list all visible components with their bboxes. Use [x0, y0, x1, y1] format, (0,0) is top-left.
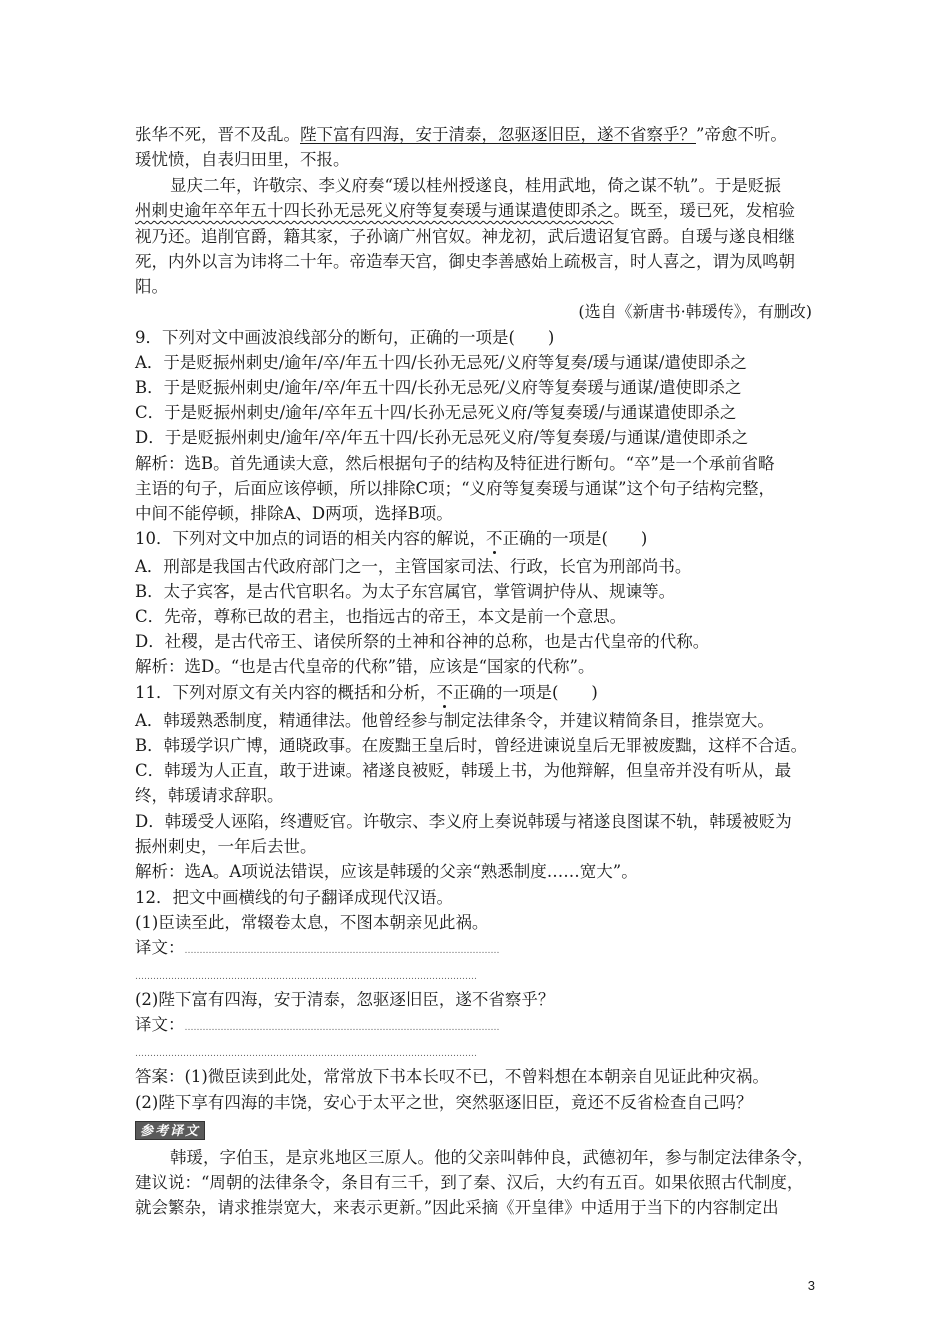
option-c-cont: 终，韩瑗请求辞职。: [135, 786, 284, 805]
option-a: A．刑部是我国古代政府部门之一，主管国家司法、行政，长官为刑部尚书。: [135, 557, 692, 576]
option-a: A．韩瑗熟悉制度，精通律法。他曾经参与制定法律条令，并建议精简条目，推崇宽大。: [135, 711, 774, 730]
emphasis-dot: 不: [486, 529, 503, 548]
explanation: 解析：选D。“也是古代皇帝的代称”错，应该是“国家的代称”。: [135, 657, 595, 676]
answer: (2)陛下享有四海的丰饶，安心于太平之世，突然驱逐旧臣，竟还不反省检查自己吗？: [135, 1093, 753, 1112]
explanation: 解析：选A。A项说法错误，应该是韩瑗的父亲“熟悉制度……宽大”。: [135, 862, 638, 881]
option-d: D．社稷，是古代帝王、诸侯所祭的土神和谷神的总称，也是古代皇帝的代称。: [135, 632, 710, 651]
option-d-cont: 振州刺史，一年后去世。: [135, 837, 317, 856]
translation-label: 译文：……………………………………………………………………………………………: [135, 938, 500, 957]
emphasis-dot: 不: [436, 683, 453, 702]
answer-blank: ……………………………………………………………………………………………………: [135, 972, 477, 982]
explanation: 主语的句子，后面应该停顿，所以排除C项；“义府等复奏瑗与通谋”这个句子结构完整，: [135, 479, 775, 498]
sentence-2: (2)陛下富有四海，安于清泰，忽驱逐旧臣，遂不省察乎？: [135, 990, 555, 1009]
page-number: 3: [807, 1278, 815, 1293]
underlined-sentence: 陛下富有四海，安于清泰，忽驱逐旧臣，遂不省察乎？: [300, 125, 696, 144]
translation-line: 就会繁杂，请求推崇宽大，来表示更新。”因此采摘《开皇律》中适用于当下的内容制定出: [135, 1198, 779, 1217]
option-b: B．太子宾客，是古代官职名。为太子东宫属官，掌管调护侍从、规谏等。: [135, 582, 676, 601]
option-c: C．先帝，尊称已故的君主，也指远古的帝王，本文是前一个意思。: [135, 607, 627, 626]
option-a: A．于是贬振州刺史/逾年/卒/年五十四/长孙无忌死/义府等复奏/瑗与通谋/遣使即杀之: [135, 353, 747, 372]
question-9: 9．下列对文中画波浪线部分的断句，正确的一项是( ): [135, 328, 555, 347]
option-d: D．于是贬振州刺史/逾年/卒/年五十四/长孙无忌死义府/等复奏瑗/与通谋/遣使即杀之: [135, 428, 749, 447]
translation-line: 韩瑗，字伯玉，是京兆地区三原人。他的父亲叫韩仲良，武德初年，参与制定法律条令，: [170, 1148, 814, 1167]
answer-blank: ……………………………………………………………………………………………………: [135, 1049, 477, 1059]
passage-line: 死，内外以言为讳将二十年。帝造奉天宫，御史李善感始上疏极言，时人喜之，谓为凤鸣朝: [135, 252, 795, 271]
option-c: C．于是贬振州刺史/逾年/卒年五十四/长孙无忌死义府/等复奏瑗/与通谋遣使即杀之: [135, 403, 737, 422]
option-d: D．韩瑗受人诬陷，终遭贬官。许敬宗、李义府上奏说韩瑗与褚遂良图谋不轨，韩瑗被贬为: [135, 812, 792, 831]
question-10: 10．下列对文中加点的词语的相关内容的解说，不正确的一项是( ): [135, 529, 648, 548]
option-b: B．韩瑗学识广博，通晓政事。在废黜王皇后时，曾经进谏说皇后无罪被废黜，这样不合适。: [135, 736, 808, 755]
wavy-underlined-text: 州刺史逾年卒年五十四长孙无忌死义府等复奏瑗与通谋遣使即杀之: [135, 201, 614, 220]
answer: 答案：(1)微臣读到此处，常常放下书本长叹不已，不曾料想在本朝亲自见证此种灾祸。: [135, 1067, 769, 1086]
explanation: 解析：选B。首先通读大意，然后根据句子的结构及特征进行断句。“卒”是一个承前省略: [135, 454, 775, 473]
passage-line: 张华不死，晋不及乱。陛下富有四海，安于清泰，忽驱逐旧臣，遂不省察乎？”帝愈不听。: [135, 125, 787, 144]
explanation: 中间不能停顿，排除A、D两项，选择B项。: [135, 504, 453, 523]
translation-line: 建议说：“周朝的法律条令，条目有三千，到了秦、汉后，大约有五百。如果依照古代制度，: [135, 1173, 804, 1192]
option-c: C．韩瑗为人正直，敢于进谏。褚遂良被贬，韩瑗上书，为他辩解，但皇帝并没有听从，最: [135, 761, 792, 780]
reference-translation-badge: 参考译文: [135, 1121, 205, 1140]
sentence-1: (1)臣读至此，常辍卷太息，不图本朝亲见此祸。: [135, 913, 489, 932]
passage-line: 州刺史逾年卒年五十四长孙无忌死义府等复奏瑗与通谋遣使即杀之。既至，瑗已死，发棺验: [135, 201, 795, 220]
question-11: 11．下列对原文有关内容的概括和分析，不正确的一项是( ): [135, 683, 598, 702]
option-b: B．于是贬振州刺史/逾年/卒/年五十四/长孙无忌死/义府等复奏瑗与通谋/遣使即杀之: [135, 378, 742, 397]
passage-line: 瑗忧愤，自表归田里，不报。: [135, 150, 350, 169]
passage-line: 阳。: [135, 277, 168, 296]
source-citation: (选自《新唐书·韩瑗传》，有删改): [578, 302, 812, 321]
question-12: 12．把文中画横线的句子翻译成现代汉语。: [135, 888, 453, 907]
passage-line: 视乃还。追削官爵，籍其家，子孙谪广州官奴。神龙初，武后遗诏复官爵。自瑗与遂良相继: [135, 227, 795, 246]
translation-label: 译文：……………………………………………………………………………………………: [135, 1015, 500, 1034]
passage-line: 显庆二年，许敬宗、李义府奏“瑗以桂州授遂良，桂用武地，倚之谋不轨”。于是贬振: [170, 176, 781, 195]
